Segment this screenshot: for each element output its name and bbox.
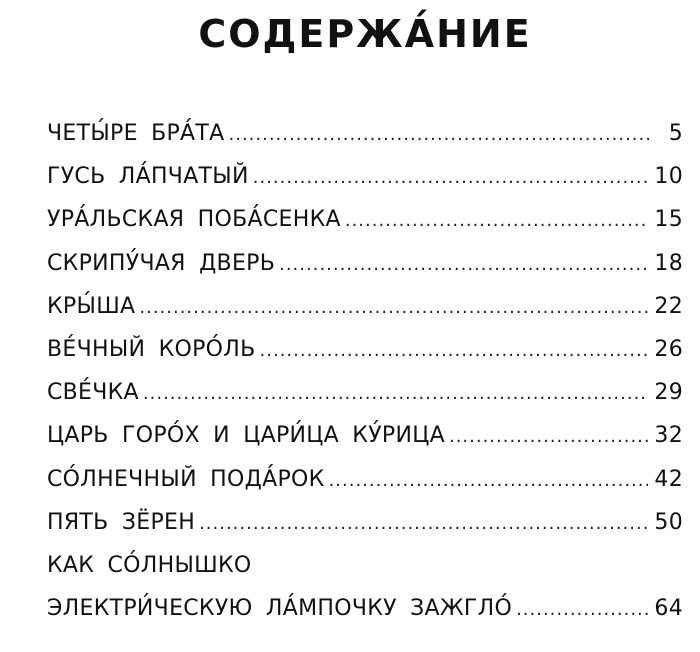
toc-entry-title: КРЫ́ША [47,293,136,319]
toc-entry-title: ГУСЬ ЛА́ПЧАТЫЙ [47,164,249,190]
toc-entry-page: 22 [654,293,683,319]
toc-entry-page: 32 [654,423,683,449]
table-of-contents [47,112,683,630]
toc-entry-title: ВЕ́ЧНЫЙ КОРО́ЛЬ [47,336,256,362]
toc-entry[interactable] [47,328,683,371]
dot-leader [143,372,648,415]
toc-entry-title: ПЯТЬ ЗЁРЕН [47,509,196,535]
toc-entry[interactable] [47,501,683,544]
dot-leader [229,113,650,156]
toc-entry-page: 5 [668,121,683,146]
toc-entry[interactable] [47,458,683,501]
toc-entry-title: СКРИПУ́ЧАЯ ДВЕРЬ [47,250,276,276]
toc-entry[interactable] [47,414,683,457]
toc-entry-page: 29 [654,380,683,406]
dot-leader [199,502,648,545]
dot-leader [260,329,649,372]
dot-leader [345,199,649,242]
page-title: СОДЕРЖА́НИЕ [198,12,532,56]
toc-entry-title: КАК СО́ЛНЫШКО [47,552,252,578]
toc-entry[interactable] [47,155,683,198]
toc-entry-title: СО́ЛНЕЧНЫЙ ПОДА́РОК [47,466,325,492]
toc-entry[interactable] [47,587,683,630]
toc-entry[interactable] [47,198,683,241]
toc-entry[interactable] [47,112,683,155]
toc-entry[interactable] [47,242,683,285]
toc-entry-page: 50 [654,509,683,535]
toc-entry-page: 42 [654,466,683,492]
toc-entry-title: СВЕ́ЧКА [47,380,139,406]
dot-leader [139,286,648,329]
toc-entry-title: УРА́ЛЬСКАЯ ПОБА́СЕНКА [47,207,341,233]
toc-entry-page: 18 [654,250,683,276]
toc-entry-page: 15 [654,207,683,233]
dot-leader [516,588,648,631]
toc-entry-title: ЧЕТЫ́РЕ БРА́ТА [47,121,225,146]
toc-entry-page: 26 [654,336,683,362]
toc-entry-page: 64 [654,596,683,622]
dot-leader [253,156,649,199]
toc-entry-title: ЦАРЬ ГОРО́Х И ЦАРИ́ЦА КУ́РИЦА [47,423,445,449]
dot-leader [329,459,649,502]
toc-entry-title: ЭЛЕКТРИ́ЧЕСКУЮ ЛА́МПОЧКУ ЗАЖГЛО́ [47,596,513,622]
toc-entry-page: 10 [654,164,683,190]
toc-entry[interactable] [47,544,683,587]
toc-entry[interactable] [47,285,683,328]
dot-leader [279,243,648,286]
toc-entry[interactable] [47,371,683,414]
dot-leader [449,415,648,458]
